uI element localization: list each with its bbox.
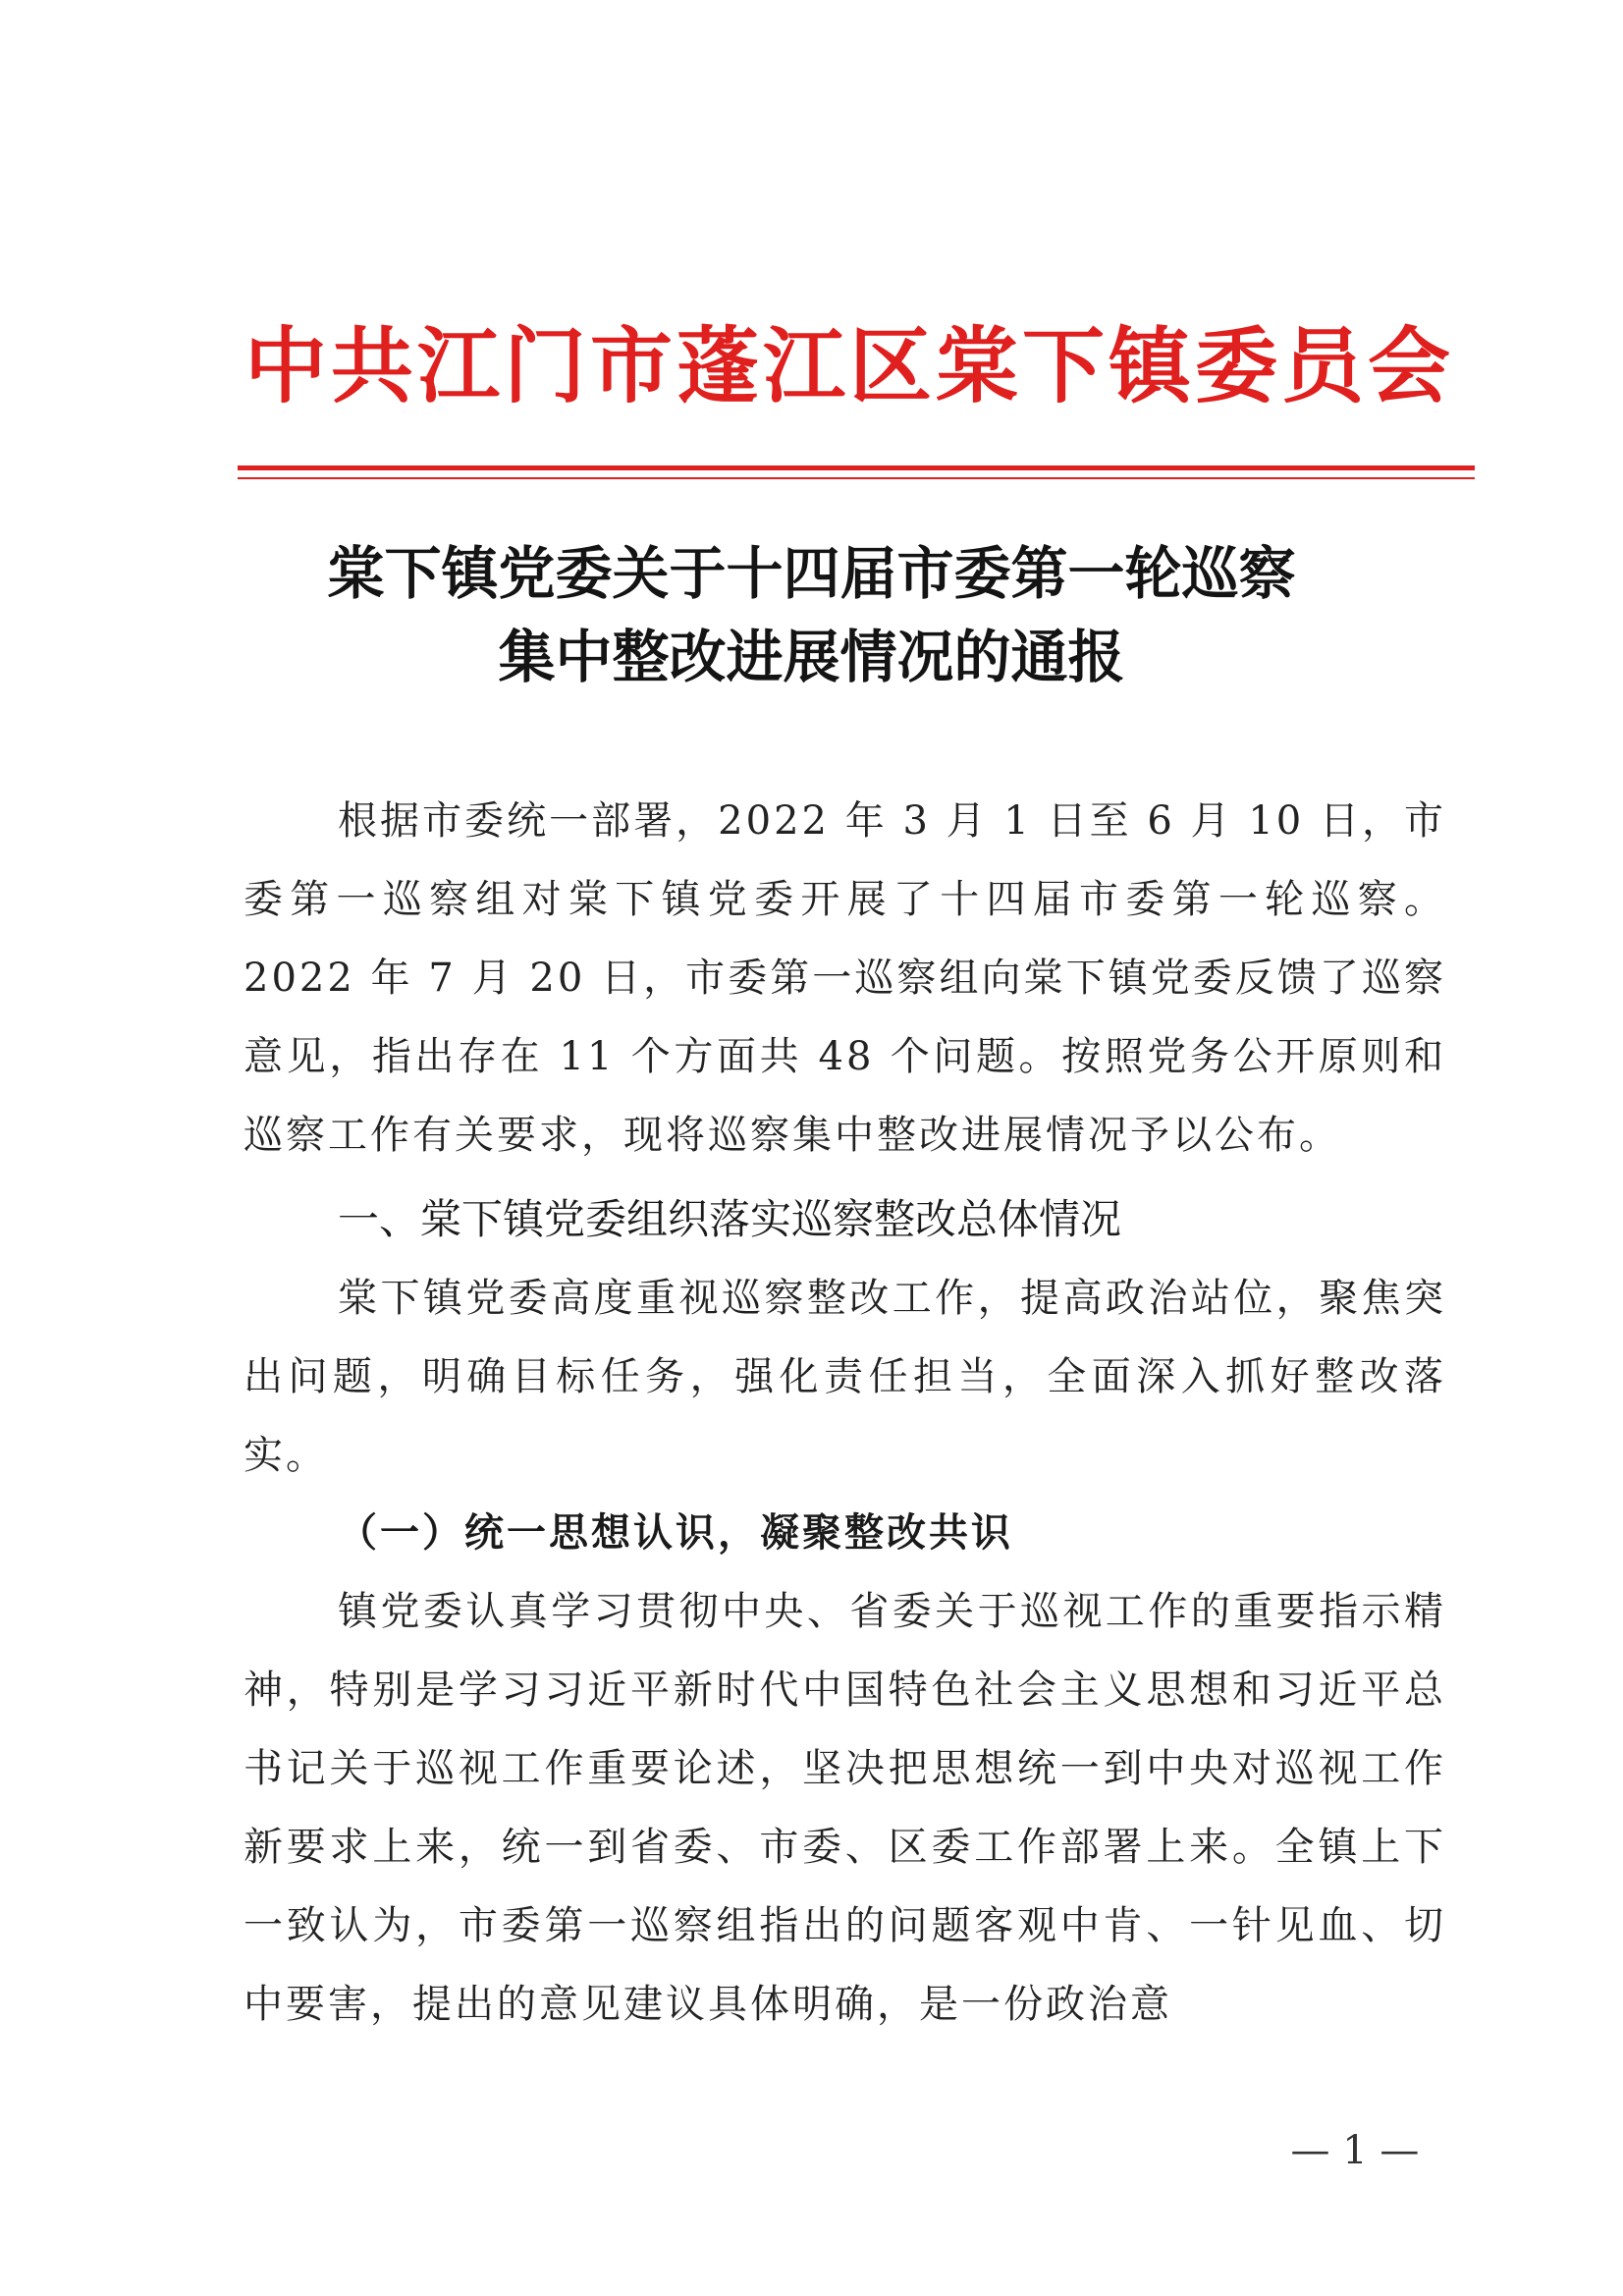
section1-paragraph: 棠下镇党委高度重视巡察整改工作，提高政治站位，聚焦突出问题，明确目标任务，强化责任担当，全面深入抓好整改落实。 [243, 1276, 1446, 1478]
masthead-title: 中共江门市蓬江区棠下镇委员会 [243, 318, 1454, 414]
section1-heading: 一、棠下镇党委组织落实巡察整改总体情况 [338, 1195, 1122, 1243]
subsection1-heading: （一）统一思想认识，凝聚整改共识 [338, 1510, 1013, 1556]
document-title-line1: 棠下镇党委关于十四届市委第一轮巡察 [327, 540, 1296, 607]
subsection1-paragraph: 镇党委认真学习贯彻中央、省委关于巡视工作的重要指示精神，特别是学习习近平新时代中国特色社会主义思想和习近平总书记关于巡视工作重要论述，坚决把思想统一到中央对巡视工作新要求上来，统一到省委、市委、区委工作部署上来。全镇上下一致认为，市委第一巡察组指出的问题客观中肯、一针见血、切中要害，提出的意见建议具体明确，是一份政治意 [243, 1589, 1446, 2027]
intro-paragraph: 根据市委统一部署，2022 年 3 月 1 日至 6 月 10 日，市委第一巡察组对棠下镇党委开展了十四届市委第一轮巡察。2022 年 7 月 20 日，市委第一巡察组向棠下镇党委反馈了巡察意见，指出存在 11 个方面共 48 个问题。按照党务公开原则和巡察工作有关要求，现将巡察集中整改进展情况予以公布。 [243, 798, 1446, 1158]
page-number: — 1 — [1290, 2128, 1420, 2173]
document-title [196, 532, 1427, 699]
masthead-rule-thick [238, 465, 1475, 470]
document-title-line2: 集中整改进展情况的通报 [498, 624, 1125, 690]
masthead-rule-thin [238, 477, 1475, 479]
